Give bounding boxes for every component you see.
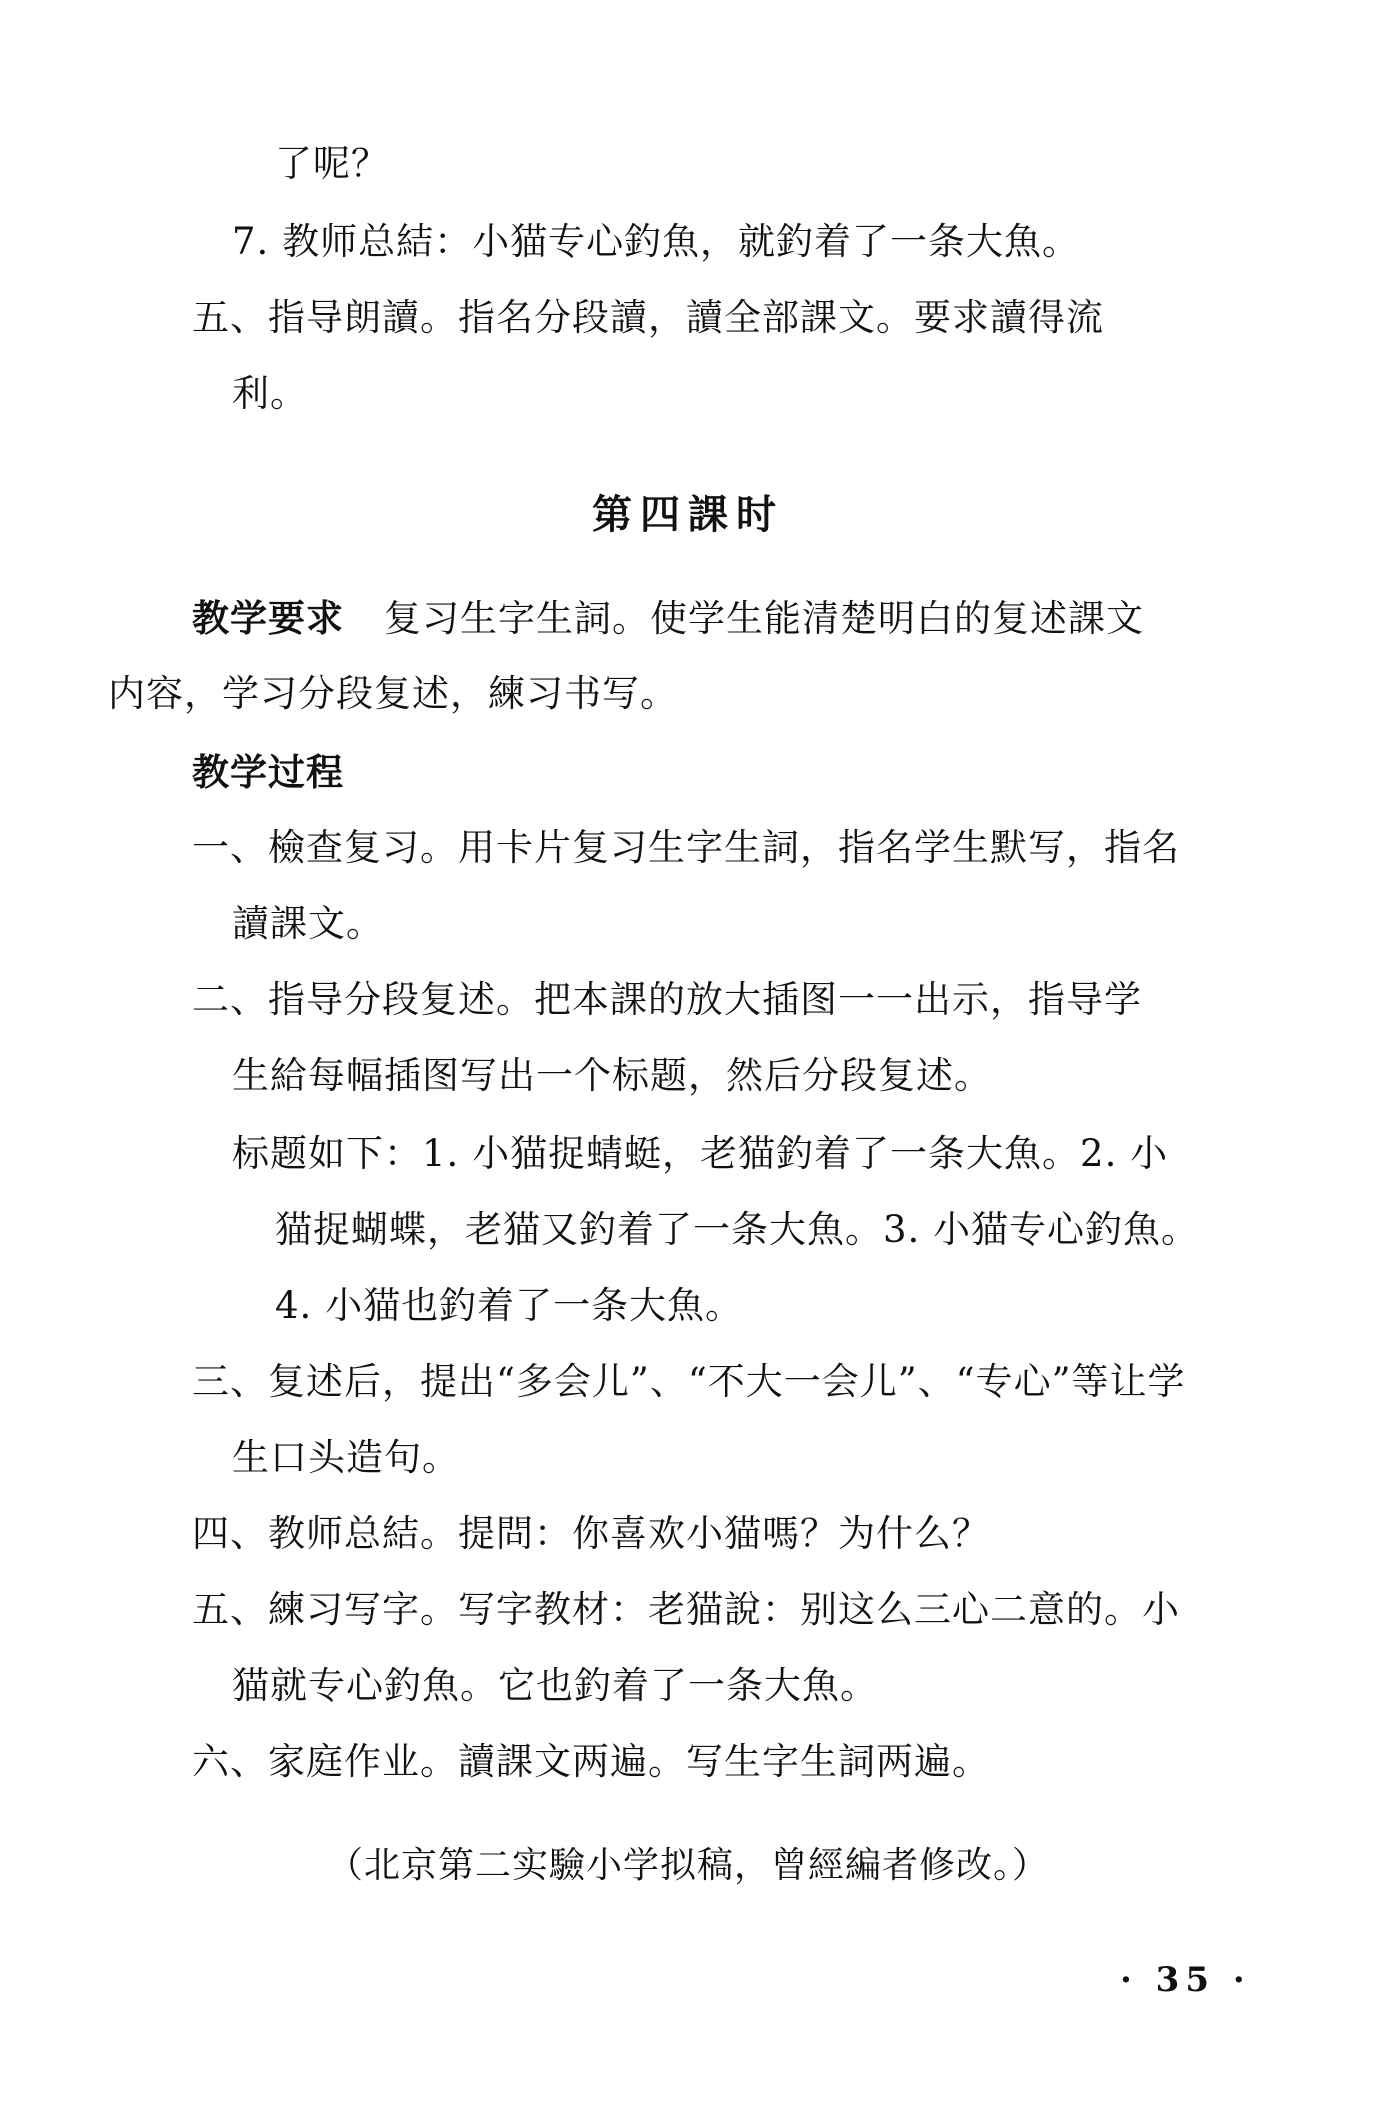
text-line: 一、檢查复习。用卡片复习生字生詞，指名学生默写，指名: [192, 826, 1180, 869]
text-line: 六、家庭作业。讀課文两遍。写生字生詞两遍。: [192, 1740, 990, 1783]
text-line: [192, 594, 1144, 643]
text-line: 标题如下：1. 小猫捉蜻蜓，老猫釣着了一条大魚。2. 小: [232, 1132, 1169, 1175]
subheading-process: 教学过程: [192, 750, 344, 794]
teaching-requirements-label: 教学要求: [192, 596, 344, 640]
text-line: 猫就专心釣魚。它也釣着了一条大魚。: [232, 1664, 878, 1707]
text-line: 4. 小猫也釣着了一条大魚。: [275, 1284, 744, 1327]
text-line: 三、复述后，提出“多会儿”、“不大一会儿”、“专心”等让学: [192, 1360, 1186, 1403]
text-line: 讀課文。: [232, 902, 384, 945]
teaching-requirements-text: 复习生字生詞。使学生能清楚明白的复述課文: [384, 597, 1144, 640]
text-line: 生口头造句。: [232, 1436, 460, 1479]
text-line: 7. 教师总結：小猫专心釣魚，就釣着了一条大魚。: [232, 220, 1081, 263]
section-heading: 第四課时: [592, 491, 784, 538]
text-line: 了呢？: [275, 142, 389, 185]
text-line: 内容，学习分段复述，練习书写。: [108, 672, 678, 715]
source-credit: （北京第二实驗小学拟稿，曾經編者修改。）: [326, 1845, 1049, 1886]
text-line: 生給每幅插图写出一个标题，然后分段复述。: [232, 1054, 992, 1097]
page-number: · 35 ·: [1120, 1960, 1251, 2000]
text-line: 利。: [232, 372, 308, 415]
text-line: 二、指导分段复述。把本課的放大插图一一出示，指导学: [192, 978, 1142, 1021]
text-line: 五、練习写字。写字教材：老猫說：别这么三心二意的。小: [192, 1588, 1180, 1631]
text-line: 五、指导朗讀。指名分段讀，讀全部課文。要求讀得流: [192, 296, 1104, 339]
text-line: 四、教师总結。提問：你喜欢小猫嗎？为什么？: [192, 1512, 990, 1555]
text-line: 猫捉蝴蝶，老猫又釣着了一条大魚。3. 小猫专心釣魚。: [275, 1208, 1200, 1251]
